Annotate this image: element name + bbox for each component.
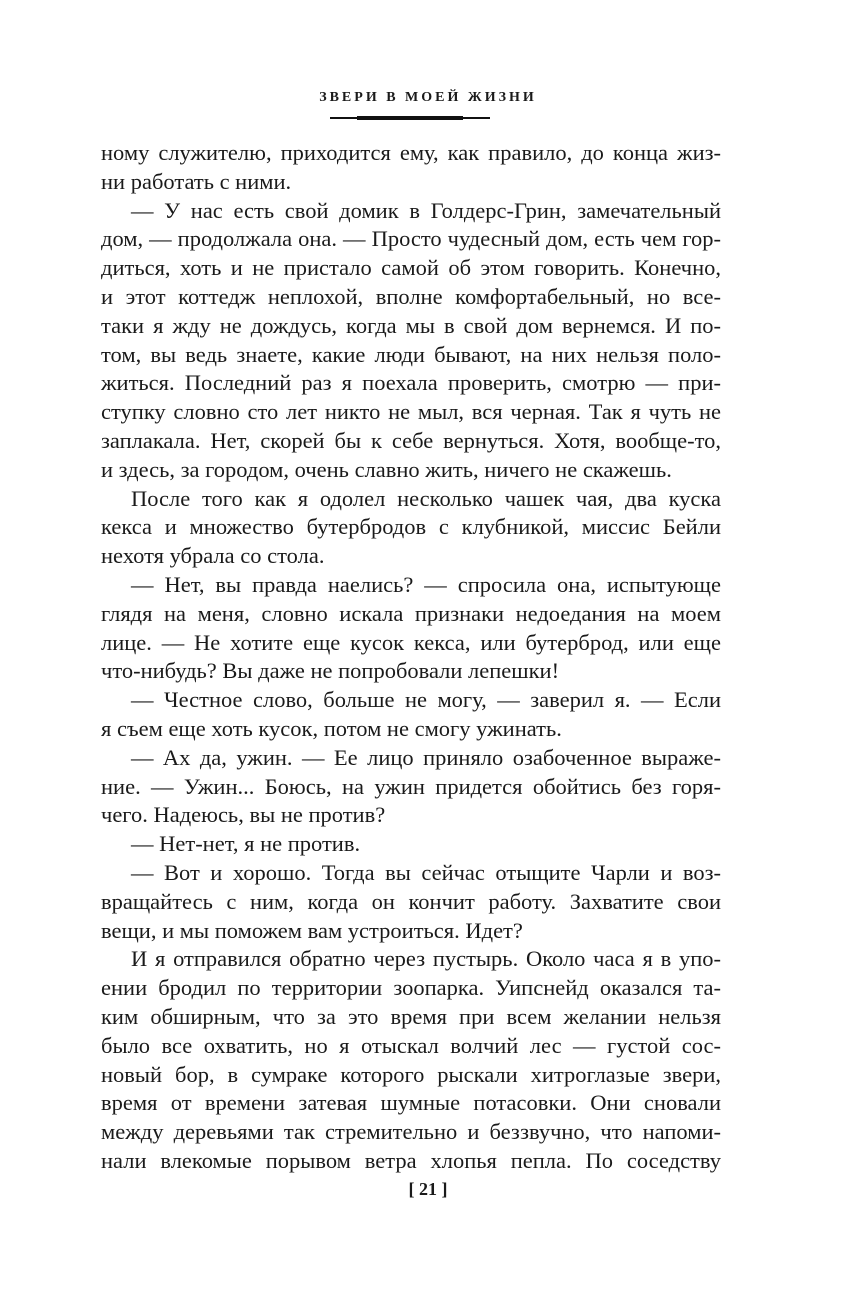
text-line: ступку словно сто лет никто не мыл, вся черная. Так я чуть не	[101, 399, 721, 425]
text-line: ние. — Ужин... Боюсь, на ужин придется обойтись без горя-	[101, 773, 721, 799]
text-line: житься. Последний раз я поехала проверить, смотрю — при-	[101, 370, 721, 396]
body-text	[101, 139, 721, 1176]
text-line: новый бор, в сумраке которого рыскали хитроглазые звери,	[101, 1061, 721, 1087]
text-line: нали влекомые порывом ветра хлопья пепла. По соседству	[101, 1147, 721, 1173]
text-line: ному служителю, приходится ему, как правило, до конца жиз-	[101, 140, 721, 165]
text-line: дом, — продолжала она. — Просто чудесный дом, есть чем гор-	[101, 226, 721, 252]
text-line: вещи, и мы поможем вам устроиться. Идет?	[101, 917, 523, 943]
text-line: таки я жду не дождусь, когда мы в свой дом вернемся. И по-	[101, 312, 721, 338]
text-line: И я отправился обратно через пустырь. Около часа я в упо-	[131, 946, 721, 972]
text-line: между деревьями так стремительно и беззвучно, что напоми-	[101, 1119, 721, 1145]
text-line: было все охватить, но я отыскал волчий лес — густой сос-	[101, 1032, 721, 1058]
page-number: [ 21 ]	[408, 1179, 448, 1199]
text-line: время от времени затевая шумные потасовки. Они сновали	[101, 1090, 721, 1116]
text-line: диться, хоть и не пристало самой об этом говорить. Конечно,	[101, 255, 721, 281]
text-line: — Честное слово, больше не могу, — заверил я. — Если	[131, 687, 721, 713]
text-line: ении бродил по территории зоопарка. Уипснейд оказался та-	[101, 975, 721, 1001]
text-line: я съем еще хоть кусок, потом не смогу ужинать.	[101, 715, 562, 741]
text-line: вращайтесь с ним, когда он кончит работу. Захватите свои	[101, 888, 721, 914]
text-line: После того как я одолел несколько чашек чая, два куска	[131, 485, 721, 511]
text-line: заплакала. Нет, скорей бы к себе вернуться. Хотя, вообще-то,	[101, 427, 721, 453]
text-line: — Ах да, ужин. — Ее лицо приняло озабоченное выраже-	[131, 744, 721, 770]
text-line: лице. — Не хотите еще кусок кекса, или бутерброд, или еще	[101, 629, 721, 655]
running-head-rule-accent	[357, 116, 463, 120]
text-line: чего. Надеюсь, вы не против?	[101, 802, 386, 828]
text-line: том, вы ведь знаете, какие люди бывают, на них нельзя поло-	[101, 341, 721, 367]
text-line: ни работать с ними.	[101, 168, 292, 194]
text-line: — Вот и хорошо. Тогда вы сейчас отыщите Чарли и воз-	[131, 859, 721, 885]
text-line: и этот коттедж неплохой, вполне комфортабельный, но все-	[101, 283, 721, 309]
text-line: и здесь, за городом, очень славно жить, ничего не скажешь.	[101, 456, 672, 482]
text-line: — У нас есть свой домик в Голдерс-Грин, замечательный	[131, 197, 721, 223]
text-line: нехотя убрала со стола.	[101, 543, 325, 569]
text-line: — Нет, вы правда наелись? — спросила она, испытующе	[131, 571, 721, 597]
text-line: что-нибудь? Вы даже не попробовали лепешки!	[101, 658, 560, 684]
text-line: глядя на меня, словно искала признаки недоедания на моем	[101, 600, 721, 626]
text-line: — Нет-нет, я не против.	[131, 831, 361, 857]
text-line: кекса и множество бутербродов с клубникой, миссис Бейли	[101, 514, 721, 540]
running-head: ЗВЕРИ В МОЕЙ ЖИЗНИ	[319, 90, 537, 105]
text-line: ким обширным, что за это время при всем желании нельзя	[101, 1003, 721, 1029]
